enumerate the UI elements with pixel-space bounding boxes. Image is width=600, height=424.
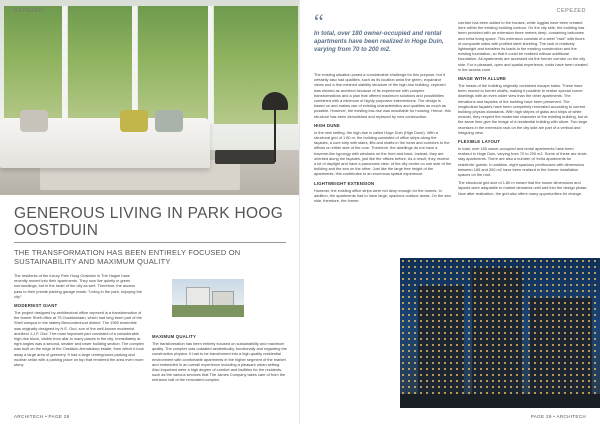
- brand-label: CEPEZED: [14, 8, 44, 14]
- modernist-giant-paragraph: The project designed by architectural office cepezed is a transformation of the former Shell office at 75 Oostduinlaan, which had long been part of the Shell campus in the stately Benoordenhout district. The 1969 ensemble was originally designed by H.E. Oud, son of the well-known modernist architect J.J.P. Oud. The most important part consisted of a considerable high-rise block, visible from afar in many places in the city. Immediately at right angles was a second, smaller and lower building section. The complex was built on the edge of the Oostduin-Arendsdorp estate, from which it took away a large area of greenery. It had a large underground parking and nuclear cellar with a parking place on top that rendered the area even more stony.: [14, 310, 144, 368]
- page-footer-left: ARCHITECH • PAGE 28: [14, 414, 70, 419]
- living-room-photo: [0, 0, 300, 195]
- right-page: [300, 0, 600, 424]
- night-building-photo: [400, 258, 600, 408]
- intro-paragraph: The residents of the luxury Park Hoog Oostduin in The Hague have recently moved into their apartments. They now live quietly in green surroundings, but in the heart of the city as well. Therefore, the access pass to their private parking garage reads: "Living in the park, enjoying the city".: [14, 273, 142, 299]
- flexible-layout-paragraph: In total, over 180 owner-occupied and rental apartments have been realized in Hoge Duin, varying from 70 to 200 m2. Some of these are short-stay apartments. There are also a number of 'extra apartments for residents' guests. In addition, eight spacious penthouses with dimensions between 165 and 300 m2 have been realized in the former installation spaces on the roof.: [458, 146, 588, 178]
- corridor-paragraph: corridor has been added to the houses, while loggias have been created here within the existing building contour. On the city side, the building has been provided with an extension three meters deep, containing balconies and extra living space. This extension consists of a steel "rack" with floors of composite slabs with profiled steel sheeting. The rack is relatively lightweight and transfers its loads to the existing construction and the existing foundation, so that it could be realized without additional foundation. All apartments are accessed via the former corridor on the city side. For a pleasant, open and spatial experience, voids have been created in the access zone.: [458, 20, 588, 72]
- page-footer-right: PAGE 29 • ARCHITECH: [530, 414, 586, 419]
- left-column-1: [14, 273, 144, 367]
- section-heading-maximum-quality: MAXIMUM QUALITY: [152, 334, 197, 339]
- section-heading-image-with-allure: IMAGE WITH ALLURE: [458, 76, 507, 82]
- lightweight-paragraph: However, the existing office strips were not deep enough for the homes. In addition, the apartments had to have large, spacious outdoor areas. On the sea side, therefore, the former: [314, 187, 451, 204]
- maximum-quality-paragraph: The transformation has been entirely focused on sustainability and maximum quality. The complex was outdated aesthetically, functionally and regarding the construction physics. It had to be transformed into a high-quality residential environment with comfortable apartments in the higher segment of the market and embedded in an overall experience including a pleasant urban setting. Also important were a high degree of comfort and facilities for the residents, such as the various services that The James Company takes care of from the entrance hall of the renovated complex.: [152, 341, 287, 383]
- brand-label-right: CEPEZED: [556, 8, 586, 14]
- left-column-2: [152, 330, 288, 383]
- right-column-2: [458, 20, 588, 196]
- section-heading-lightweight-extension: LIGHTWEIGHT EXTENSION: [314, 180, 375, 186]
- pull-quote: In total, over 180 owner-occupied and rental apartments have been realized in Hoge Duin, varying from 70 to 200 m2.: [314, 30, 444, 53]
- section-heading-modernist-giant: MODERNIST GIANT: [14, 303, 58, 309]
- high-dune-paragraph: In the new setting, the high-rise is called Hoge Duin (High Dune). With a structural grid of 1.80 m, the building consisted of office strips along the façades, a core strip with stairs, lifts and shafts in the heart and corridors to the offices on either side of the core. Therefore, the dwellings do not have a traverse-like typology with windows on the front and back. Instead, they are oriented along the façades, just like the offices before. As a result, they receive a lot of daylight and have a panoramic view: of the city center on one side of the building and the sea on the other. Just like the large free height of the apartments, this contributes to an enormous spatial experience.: [314, 129, 452, 177]
- challenge-paragraph: The existing situation posed a considerable challenge for this purpose, but it certainly also had qualities, such as its location amid the green, expansive views and a fine-meshed stability structure of the high-rise building. cepezed was elected as architect because of its experience with complex transformations and a plan that offered maximum solutions and possibilities combined with a minimum of highly purposive interventions. The design is based on and makes use of existing characteristics and qualities as much as possible. However, the existing low-rise was unsuitable for housing. Hence, this structure has been demolished and replaced by new construction.: [314, 72, 451, 119]
- article-title: GENEROUS LIVING IN PARK HOOG OOSTDUIN: [14, 205, 284, 239]
- section-heading-high-dune: HIGH DUNE: [314, 122, 340, 128]
- section-heading-flexible-layout: FLEXIBLE LAYOUT: [458, 139, 501, 145]
- quote-mark-icon: “: [314, 9, 324, 34]
- right-column-1: [314, 72, 452, 203]
- image-allure-paragraph: The heads of the building originally contained escape stairs. These have been moved to former shafts, making it possible to realize special corner dwellings with an even wider view than the other apartments. The elevations and façades of the building have been preserved. The longitudinal façades have been completely renovated according to current building physics standards. With high stripes of glass and strips of white enamel, they respect the modernist character of the existing building, but at the same time give the image of a residential building with allure. Two large recesses in the extension rack on the city side are part of a vertical and intriguing view.: [458, 83, 588, 135]
- article-subtitle: THE TRANSFORMATION HAS BEEN ENTIRELY FOCUSED ON SUSTAINABILITY AND MAXIMUM QUALITY: [14, 248, 241, 266]
- building-photo: [172, 279, 244, 317]
- title-divider: [14, 242, 286, 243]
- grid-paragraph: The structural grid size of 1.80 m meant that the house dimensions and layouts were adaptable to market demands until well into the design phase. Now after realization, the grid also offers many opportunities for change.: [458, 180, 588, 196]
